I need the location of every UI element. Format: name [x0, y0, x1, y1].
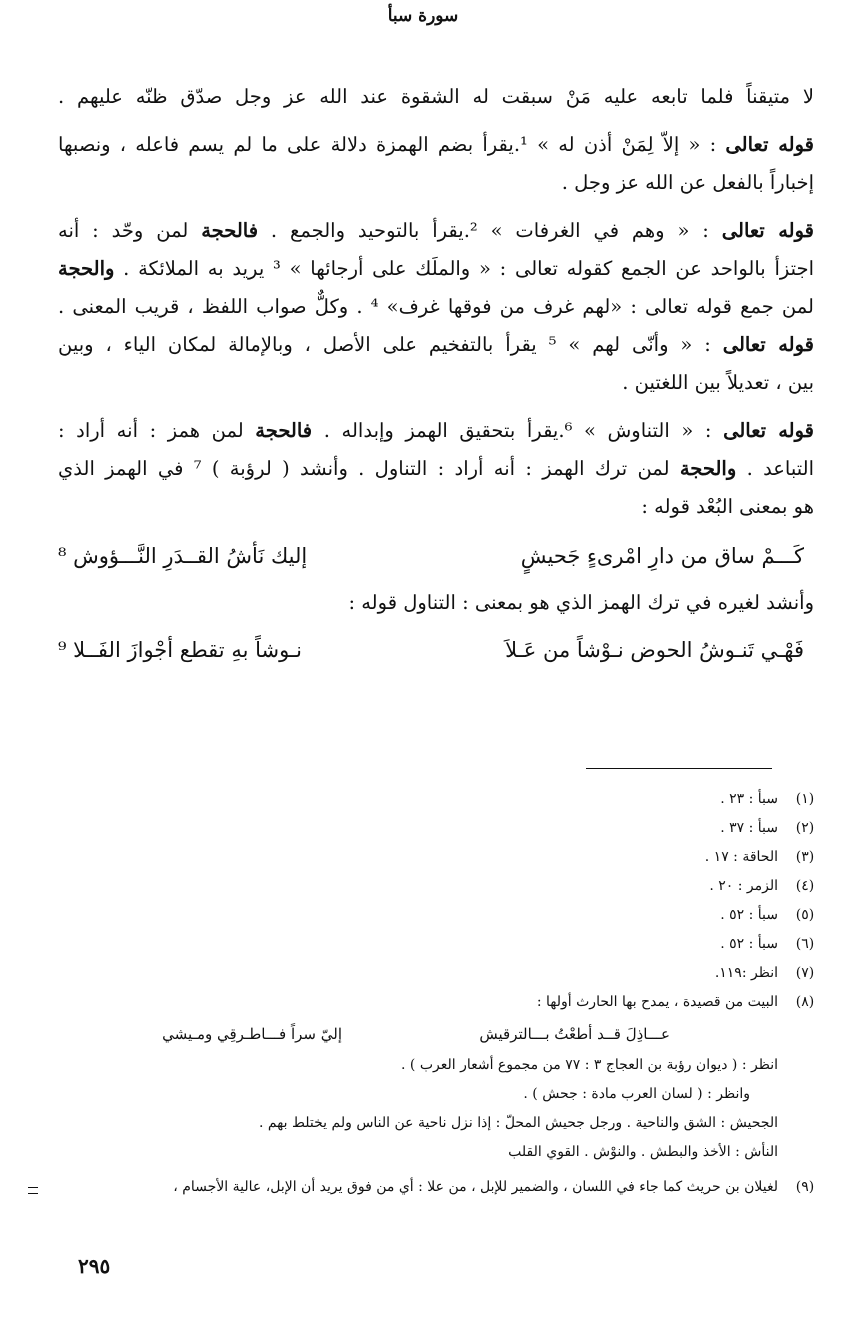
footnote-text: سبأ : ٣٧ .: [720, 820, 778, 836]
running-head: سورة سبأ: [387, 6, 459, 26]
verse-hemistich-second: إليك نَأشُ القــدَرِ النَّـــؤوش ⁸: [58, 544, 308, 568]
text-line: لا متيقناً فلما تابعه عليه مَنْ سبقت له الشقوة عند الله عز وجل صدّق ظنّه عليهم .: [58, 85, 814, 108]
text-line: قوله تعالى : « إلاّ لِمَنْ أذن له » ¹.يقرأ بضم الهمزة دلالة على ما لم يسم فاعله ، ونصبها: [58, 133, 814, 156]
text-line: قوله تعالى : « وأنّى لهم » ⁵ يقرأ بالتفخيم على الأصل ، وبالإمالة لمكان الياء ، وبين: [58, 333, 814, 356]
verse-hemistich-second: نـوشاً بهِ تقطع أجْوازَ الفَــلا ⁹: [58, 638, 302, 662]
footnote-number: (٨): [795, 994, 815, 1010]
footnote-separator: [586, 768, 772, 769]
footnote-continuation: الجحيش : الشق والناحية . ورجل جحيش المحلّ : إذا نزل ناحية عن الناس ولم يختلط بهم .: [258, 1115, 778, 1131]
footnote-text: سبأ : ٢٣ .: [720, 791, 778, 807]
footnote-verse: [28, 1017, 820, 1051]
verse-line: [58, 528, 814, 584]
footnote-text: انظر :١١٩.: [714, 965, 778, 981]
continuation-mark: [28, 1187, 38, 1194]
footnote-number: (٥): [795, 907, 815, 923]
keyword: والحجة: [679, 457, 737, 480]
footnote: [28, 959, 820, 988]
footnote: [28, 930, 820, 959]
text-line: إخباراً بالفعل عن الله عز وجل .: [561, 171, 814, 194]
keyword: فالحجة: [255, 419, 313, 442]
footnote-continuation: وانظر : ( لسان العرب مادة : جحش ) .: [523, 1086, 750, 1102]
keyword: فالحجة: [201, 219, 259, 242]
text-line: هو بمعنى البُعْد قوله :: [641, 495, 814, 518]
text-line: لمن جمع قوله تعالى : «لهم غرف من فوقها غرف» ⁴ . وكلٌّ صواب اللفظ ، قريب المعنى .: [58, 295, 814, 318]
footnote-number: (٧): [795, 965, 815, 981]
text-line: وأنشد لغيره في ترك الهمز الذي هو بمعنى : التناول قوله :: [348, 591, 814, 614]
footnote: [28, 785, 820, 814]
footnote-number: (٤): [795, 878, 815, 894]
footnote-text: سبأ : ٥٢ .: [720, 936, 778, 952]
footnote-number: (٣): [795, 849, 815, 865]
footnote: [28, 814, 820, 843]
footnote-number: (١): [795, 791, 815, 807]
text-line: بين ، تعديلاً بين اللغتين .: [622, 371, 814, 394]
text-line: اجتزأ بالواحد عن الجمع كقوله تعالى : « والملَك على أرجائها » ³ يريد به الملائكة . والحجة: [58, 257, 814, 280]
keyword: والحجة: [58, 257, 115, 280]
verse-hemistich-first: كَـــمْ ساق من دارِ امْرىءٍ جَحيشٍ: [520, 544, 804, 568]
main-text: [58, 78, 814, 678]
verse-hemistich-first: عـــاذِلَ قــد أطعْتُ بـــالترقيش: [479, 1025, 670, 1043]
footnote-number: (٢): [795, 820, 815, 836]
footnote: [28, 901, 820, 930]
verse-line: [58, 622, 814, 678]
footnote-number: (٦): [795, 936, 815, 952]
footnote: [28, 1173, 820, 1202]
text-line: قوله تعالى : « وهم في الغرفات » ².يقرأ بالتوحيد والجمع . فالحجة لمن وحّد : أنه: [58, 219, 815, 242]
verse-hemistich-second: إليّ سراً فـــاطـرقِي ومـيشي: [162, 1025, 342, 1043]
text-line: قوله تعالى : « التناوش » ⁶.يقرأ بتحقيق الهمز وإبداله . فالحجة لمن همز : أنه أراد :: [58, 419, 815, 442]
footnote-text: البيت من قصيدة ، يمدح بها الحارث أولها :: [536, 994, 778, 1010]
footnote: [28, 843, 820, 872]
footnote-text: الزمر : ٢٠ .: [709, 878, 778, 894]
keyword: قوله تعالى: [723, 419, 815, 442]
footnote-continuation: انظر : ( ديوان رؤبة بن العجاج ٣ : ٧٧ من مجموع أشعار العرب ) .: [401, 1057, 778, 1073]
footnote-text: سبأ : ٥٢ .: [720, 907, 778, 923]
keyword: قوله تعالى: [721, 219, 815, 242]
footnote: [28, 988, 820, 1017]
keyword: قوله تعالى: [722, 333, 814, 356]
footnote-text: لغيلان بن حريث كما جاء في اللسان ، والضمير للإبل ، من علا : أي من فوق يريد أن الإبل، عالية الأجسام ،: [173, 1179, 778, 1195]
text-line: التباعد . والحجة لمن ترك الهمز : أنه أراد : التناول . وأنشد ( لرؤبة ) ⁷ في الهمز الذي: [58, 457, 815, 480]
footnote: [28, 872, 820, 901]
page-number: ٢٩٥: [78, 1254, 111, 1278]
footnotes: [28, 785, 820, 1202]
verse-hemistich-first: فَهْـي تَنـوشُ الحوض نـوْشاً من عَـلاَ: [505, 638, 804, 662]
footnote-text: الحاقة : ١٧ .: [704, 849, 778, 865]
footnote-number: (٩): [795, 1179, 815, 1195]
keyword: قوله تعالى: [725, 133, 814, 156]
footnote-continuation: النأش : الأخذ والبطش . والنوْش . القوي القلب: [508, 1144, 778, 1160]
